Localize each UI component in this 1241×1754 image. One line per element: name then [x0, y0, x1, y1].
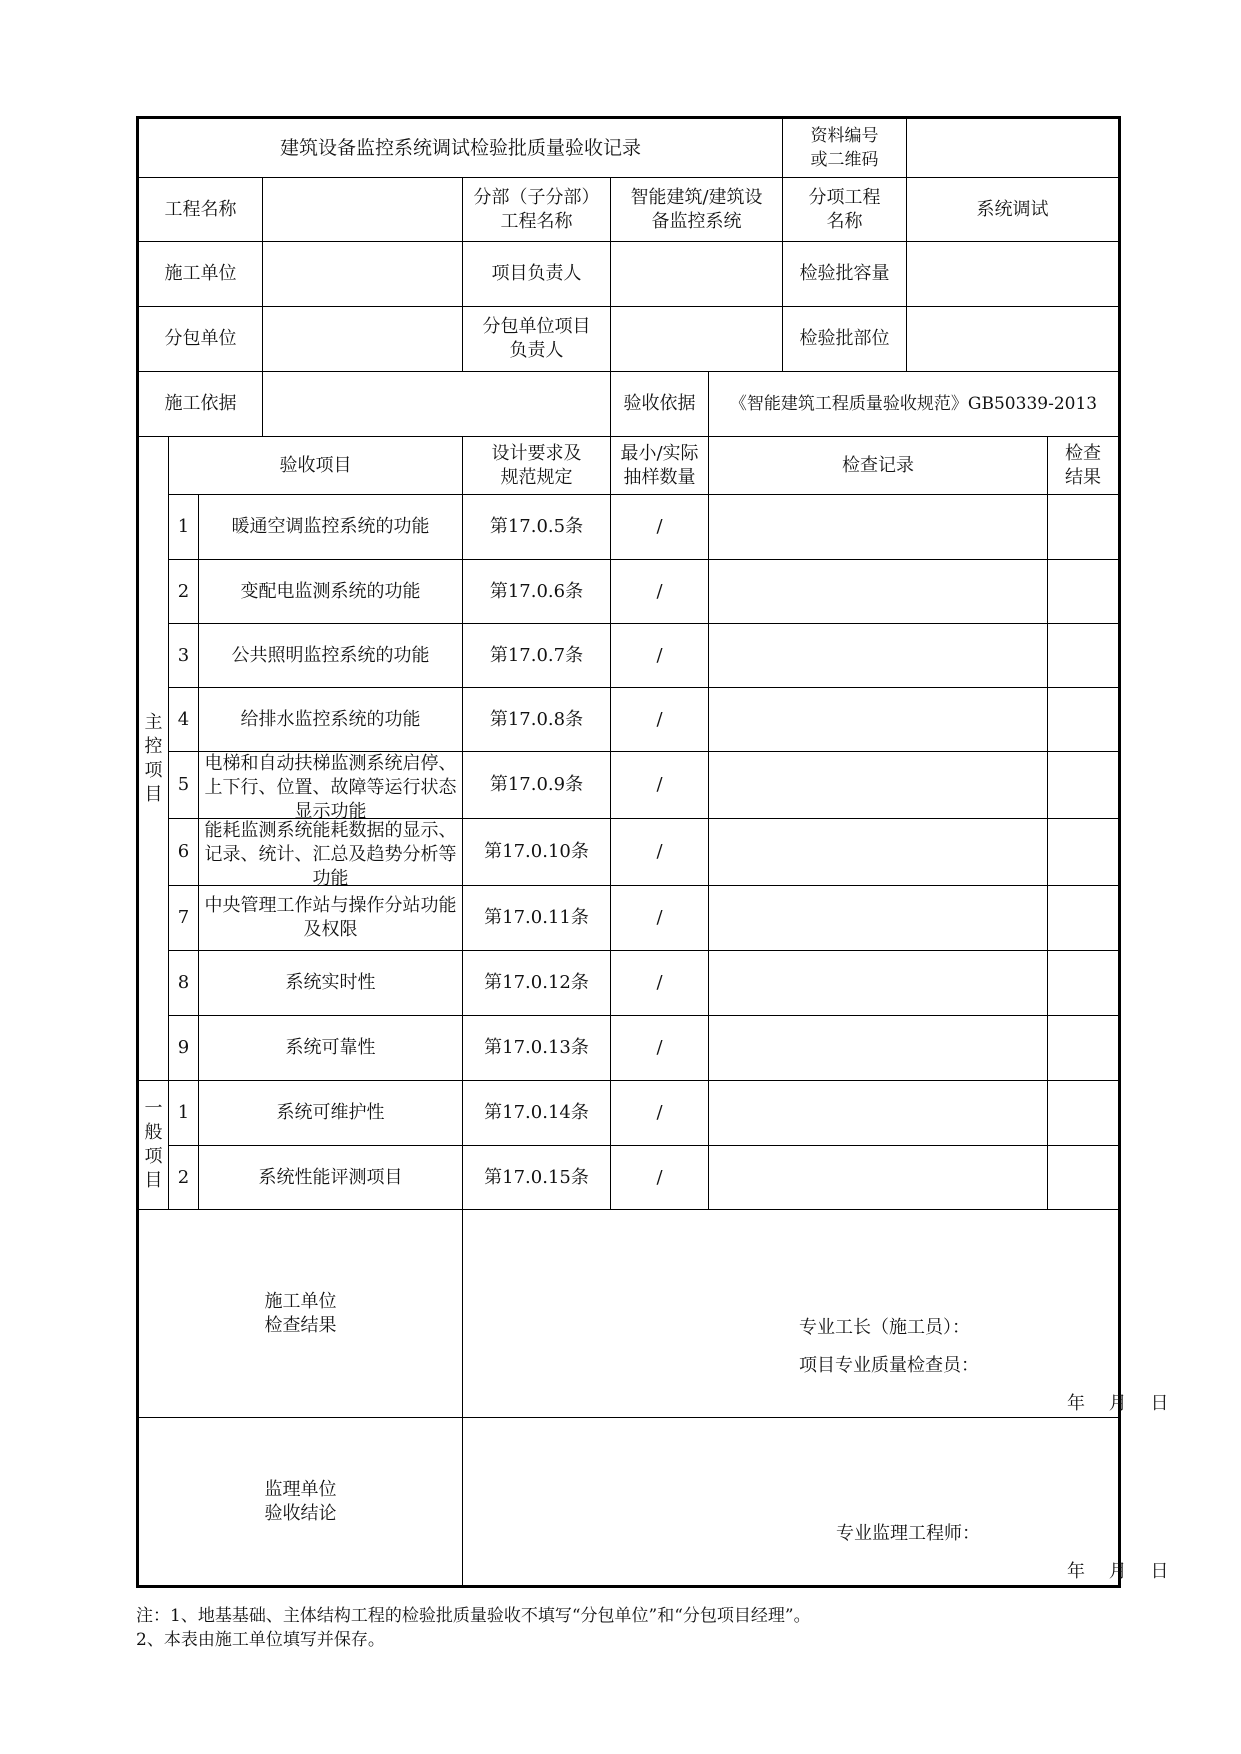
item-result[interactable] [1048, 752, 1120, 819]
table-row [138, 495, 1120, 560]
item-clause: 第17.0.9条 [463, 752, 611, 819]
quality-inspector-signature-label: 项目专业质量检查员： [799, 1355, 979, 1376]
item-number: 2 [169, 560, 199, 624]
column-requirement-header: 设计要求及 规范规定 [463, 437, 611, 495]
item-result[interactable] [1048, 624, 1120, 688]
item-record[interactable] [709, 951, 1048, 1016]
batch-location-label: 检验批部位 [783, 307, 907, 372]
item-name: 公共照明监控系统的功能 [199, 624, 463, 688]
batch-capacity-label: 检验批容量 [783, 242, 907, 307]
item-name: 系统性能评测项目 [199, 1146, 463, 1210]
item-clause: 第17.0.5条 [463, 495, 611, 560]
project-manager-label: 项目负责人 [463, 242, 611, 307]
item-name: 变配电监测系统的功能 [199, 560, 463, 624]
supervisor-engineer-signature-label: 专业监理工程师： [836, 1523, 980, 1544]
table-row [138, 688, 1120, 752]
item-sample: / [611, 886, 709, 951]
table-row [138, 1081, 1120, 1146]
acceptance-record-table [136, 116, 1169, 1588]
project-manager-value[interactable] [611, 242, 783, 307]
item-record[interactable] [709, 495, 1048, 560]
item-sample: / [611, 1081, 709, 1146]
item-record[interactable] [709, 560, 1048, 624]
item-record[interactable] [709, 752, 1048, 819]
project-name-label: 工程名称 [138, 178, 263, 242]
batch-capacity-value[interactable] [907, 242, 1120, 307]
item-sample: / [611, 752, 709, 819]
doc-no-value[interactable] [907, 118, 1120, 178]
sub-manager-value[interactable] [611, 307, 783, 372]
construction-basis-value[interactable] [263, 372, 611, 437]
construction-basis-label: 施工依据 [138, 372, 263, 437]
supervisor-date-label: 年 月 日 [1067, 1561, 1169, 1582]
item-number: 1 [169, 495, 199, 560]
item-sample: / [611, 951, 709, 1016]
project-name-value[interactable] [263, 178, 463, 242]
subcontractor-value[interactable] [263, 307, 463, 372]
item-number: 6 [169, 819, 199, 886]
main-control-group-label: 主 控 项 目 [138, 437, 169, 1081]
item-number: 8 [169, 951, 199, 1016]
table-row [138, 951, 1120, 1016]
item-sample: / [611, 560, 709, 624]
item-number: 4 [169, 688, 199, 752]
item-record[interactable] [709, 688, 1048, 752]
item-name [199, 819, 463, 889]
item-clause: 第17.0.13条 [463, 1016, 611, 1081]
item-result[interactable] [1048, 560, 1120, 624]
column-item-header: 验收项目 [169, 437, 463, 495]
item-name-text: 电梯和自动扶梯监测系统启停、上下行、位置、故障等运行状态显示功能 [204, 753, 457, 822]
table-row [138, 624, 1120, 688]
item-clause: 第17.0.11条 [463, 886, 611, 951]
item-clause: 第17.0.6条 [463, 560, 611, 624]
item-sample: / [611, 1146, 709, 1210]
foreman-signature-label: 专业工长（施工员）： [799, 1317, 970, 1338]
item-name: 系统可靠性 [199, 1016, 463, 1081]
item-name: 给排水监控系统的功能 [199, 688, 463, 752]
item-sample: / [611, 688, 709, 752]
subcontractor-label: 分包单位 [138, 307, 263, 372]
batch-location-value[interactable] [907, 307, 1120, 372]
supervisor-check-label: 监理单位 验收结论 [138, 1418, 463, 1587]
footnote-2: 2、本表由施工单位填写并保存。 [136, 1630, 385, 1650]
table-row [138, 886, 1120, 951]
item-sample: / [611, 624, 709, 688]
item-number: 3 [169, 624, 199, 688]
item-clause: 第17.0.8条 [463, 688, 611, 752]
sub-item-label: 分项工程 名称 [783, 178, 907, 242]
item-clause: 第17.0.14条 [463, 1081, 611, 1146]
item-sample: / [611, 1016, 709, 1081]
item-number: 7 [169, 886, 199, 951]
item-record[interactable] [709, 819, 1048, 886]
column-record-header: 检查记录 [709, 437, 1048, 495]
form-title: 建筑设备监控系统调试检验批质量验收记录 [138, 118, 783, 178]
item-record[interactable] [709, 624, 1048, 688]
table-row [138, 1016, 1120, 1081]
item-name: 暖通空调监控系统的功能 [199, 495, 463, 560]
item-record[interactable] [709, 1081, 1048, 1146]
contractor-value[interactable] [263, 242, 463, 307]
item-name: 系统可维护性 [199, 1081, 463, 1146]
table-row [138, 752, 1120, 819]
item-result[interactable] [1048, 886, 1120, 951]
subdivision-value: 智能建筑/建筑设 备监控系统 [611, 178, 783, 242]
item-record[interactable] [709, 1146, 1048, 1210]
item-result[interactable] [1048, 1016, 1120, 1081]
doc-no-label: 资料编号 或二维码 [783, 118, 907, 178]
item-number: 5 [169, 752, 199, 819]
item-number: 1 [169, 1081, 199, 1146]
item-number: 9 [169, 1016, 199, 1081]
supervisor-check-area[interactable] [463, 1418, 1169, 1587]
table-row [138, 1146, 1120, 1210]
item-clause: 第17.0.10条 [463, 819, 611, 886]
item-sample: / [611, 819, 709, 886]
sub-manager-label: 分包单位项目 负责人 [463, 307, 611, 372]
item-result[interactable] [1048, 1081, 1120, 1146]
item-clause: 第17.0.15条 [463, 1146, 611, 1210]
acceptance-basis-value: 《智能建筑工程质量验收规范》GB50339-2013 [709, 372, 1120, 437]
contractor-date-label: 年 月 日 [1067, 1393, 1169, 1414]
item-result[interactable] [1048, 1146, 1120, 1210]
general-group-label: 一 般 项 目 [138, 1081, 169, 1210]
table-row [138, 560, 1120, 624]
contractor-label: 施工单位 [138, 242, 263, 307]
item-result[interactable] [1048, 495, 1120, 560]
item-record[interactable] [709, 1016, 1048, 1081]
column-result-header: 检查 结果 [1048, 437, 1120, 495]
footnotes [136, 1604, 811, 1652]
sub-item-value: 系统调试 [907, 178, 1120, 242]
footnote-1: 注：1、地基基础、主体结构工程的检验批质量验收不填写“分包单位”和“分包项目经理”。 [136, 1606, 811, 1626]
item-clause: 第17.0.7条 [463, 624, 611, 688]
item-clause: 第17.0.12条 [463, 951, 611, 1016]
item-name-text: 能耗监测系统能耗数据的显示、记录、统计、汇总及趋势分析等功能 [204, 820, 457, 889]
item-result[interactable] [1048, 951, 1120, 1016]
item-result[interactable] [1048, 688, 1120, 752]
item-result[interactable] [1048, 819, 1120, 886]
acceptance-basis-label: 验收依据 [611, 372, 709, 437]
contractor-check-label: 施工单位 检查结果 [138, 1210, 463, 1418]
item-name [199, 752, 463, 822]
item-name: 系统实时性 [199, 951, 463, 1016]
item-sample: / [611, 495, 709, 560]
contractor-check-area[interactable] [463, 1210, 1169, 1418]
item-name: 中央管理工作站与操作分站功能及权限 [199, 886, 463, 951]
item-number: 2 [169, 1146, 199, 1210]
item-record[interactable] [709, 886, 1048, 951]
acceptance-record-sheet [136, 116, 1169, 1588]
table-row [138, 819, 1120, 886]
subdivision-label: 分部（子分部） 工程名称 [463, 178, 611, 242]
column-sampling-header: 最小/实际 抽样数量 [611, 437, 709, 495]
